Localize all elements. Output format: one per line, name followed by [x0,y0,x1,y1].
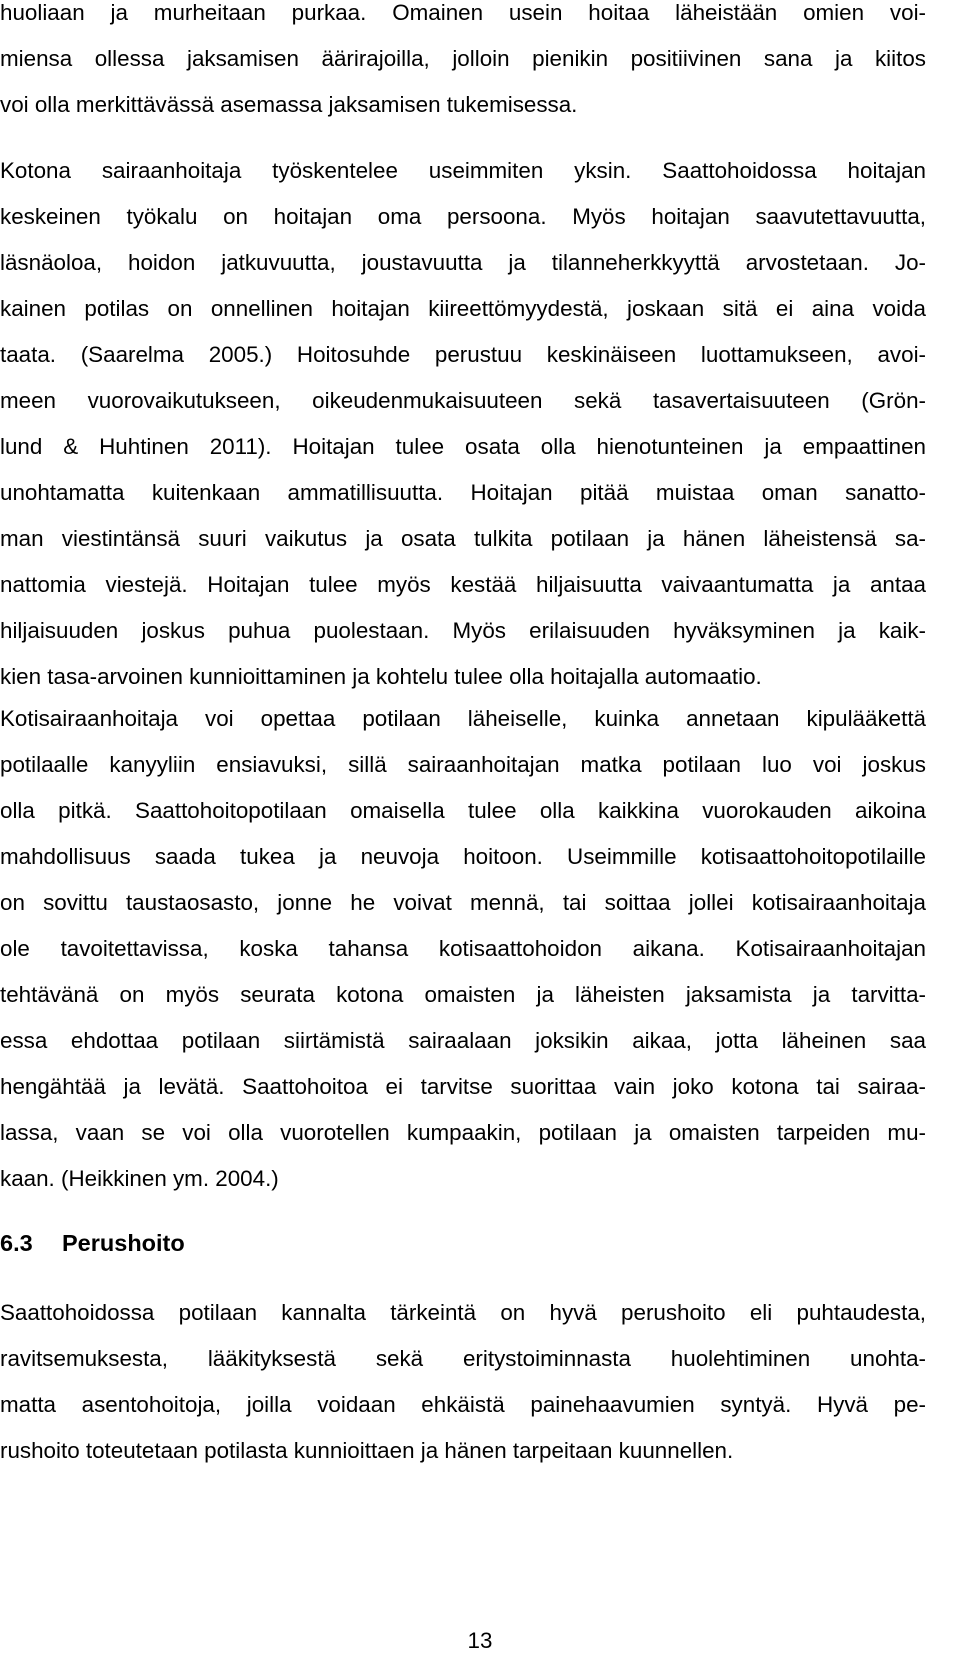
text-line: man viestintänsä suuri vaikutus ja osata tulkita potilaan ja hänen läheistensä sa- [0,526,926,551]
section-heading [0,1220,185,1266]
text-line: hiljaisuuden joskus puhua puolestaan. Myös erilaisuuden hyväksyminen ja kaik- [0,618,926,643]
text-line: nattomia viestejä. Hoitajan tulee myös kestää hiljaisuutta vaivaantumatta ja antaa [0,572,926,597]
text-line: huoliaan ja murheitaan purkaa. Omainen usein hoitaa läheistään omien voi- [0,0,926,25]
text-line: kainen potilas on onnellinen hoitajan kiireettömyydestä, joskaan sitä ei aina voida [0,296,926,321]
paragraph-home-nurse-tasks [0,696,926,1202]
text-line: kaan. (Heikkinen ym. 2004.) [0,1166,279,1191]
text-line: ravitsemuksesta, lääkityksestä sekä eritystoiminnasta huolehtiminen unohta- [0,1346,926,1371]
text-line: lassa, vaan se voi olla vuorotellen kumpaakin, potilaan ja omaisten tarpeiden mu- [0,1120,926,1145]
text-line: taata. (Saarelma 2005.) Hoitosuhde perustuu keskinäiseen luottamukseen, avoi- [0,342,926,367]
text-line: Kotisairaanhoitaja voi opettaa potilaan läheiselle, kuinka annetaan kipulääkettä [0,706,926,731]
paragraph-caregiver-support [0,0,926,128]
text-line: kien tasa-arvoinen kunnioittaminen ja kohtelu tulee olla hoitajalla automaatio. [0,664,762,689]
text-line: essa ehdottaa potilaan siirtämistä sairaalaan joksikin aikaa, jotta läheinen saa [0,1028,926,1053]
text-line: tehtävänä on myös seurata kotona omaisten ja läheisten jaksamista ja tarvitta- [0,982,926,1007]
text-line: miensa ollessa jaksamisen äärirajoilla, jolloin pienikin positiivinen sana ja kiitos [0,46,926,71]
text-line: olla pitkä. Saattohoitopotilaan omaisella tulee olla kaikkina vuorokauden aikoina [0,798,926,823]
text-line: ole tavoitettavissa, koska tahansa kotisaattohoidon aikana. Kotisairaanhoitajan [0,936,926,961]
text-line: unohtamatta kuitenkaan ammatillisuutta. Hoitajan pitää muistaa oman sanatto- [0,480,926,505]
text-line: Saattohoidossa potilaan kannalta tärkeintä on hyvä perushoito eli puhtaudesta, [0,1300,926,1325]
text-line: keskeinen työkalu on hoitajan oma persoona. Myös hoitajan saavutettavuutta, [0,204,926,229]
text-line: lund & Huhtinen 2011). Hoitajan tulee osata olla hienotunteinen ja empaattinen [0,434,926,459]
text-line: mahdollisuus saada tukea ja neuvoja hoitoon. Useimmille kotisaattohoitopotilaille [0,844,926,869]
text-line: läsnäoloa, hoidon jatkuvuutta, joustavuutta ja tilanneherkkyyttä arvostetaan. Jo- [0,250,926,275]
section-title: Perushoito [62,1230,185,1256]
text-line: voi olla merkittävässä asemassa jaksamisen tukemisessa. [0,92,578,117]
paragraph-basic-care [0,1290,926,1474]
section-number: 6.3 [0,1230,33,1256]
text-line: rushoito toteutetaan potilasta kunnioittaen ja hänen tarpeitaan kuunnellen. [0,1438,734,1463]
text-line: Kotona sairaanhoitaja työskentelee useimmiten yksin. Saattohoidossa hoitajan [0,158,926,183]
page-number: 13 [467,1628,493,1653]
text-line: matta asentohoitoja, joilla voidaan ehkäistä painehaavumien syntyä. Hyvä pe- [0,1392,926,1417]
text-line: hengähtää ja levätä. Saattohoitoa ei tarvitse suorittaa vain joko kotona tai sairaa- [0,1074,926,1099]
text-line: potilaalle kanyyliin ensiavuksi, sillä sairaanhoitajan matka potilaan luo voi joskus [0,752,926,777]
text-line: on sovittu taustaosasto, jonne he voivat mennä, tai soittaa jollei kotisairaanhoitaja [0,890,926,915]
text-line: meen vuorovaikutukseen, oikeudenmukaisuuteen sekä tasavertaisuuteen (Grön- [0,388,926,413]
paragraph-nurse-at-home [0,148,926,700]
